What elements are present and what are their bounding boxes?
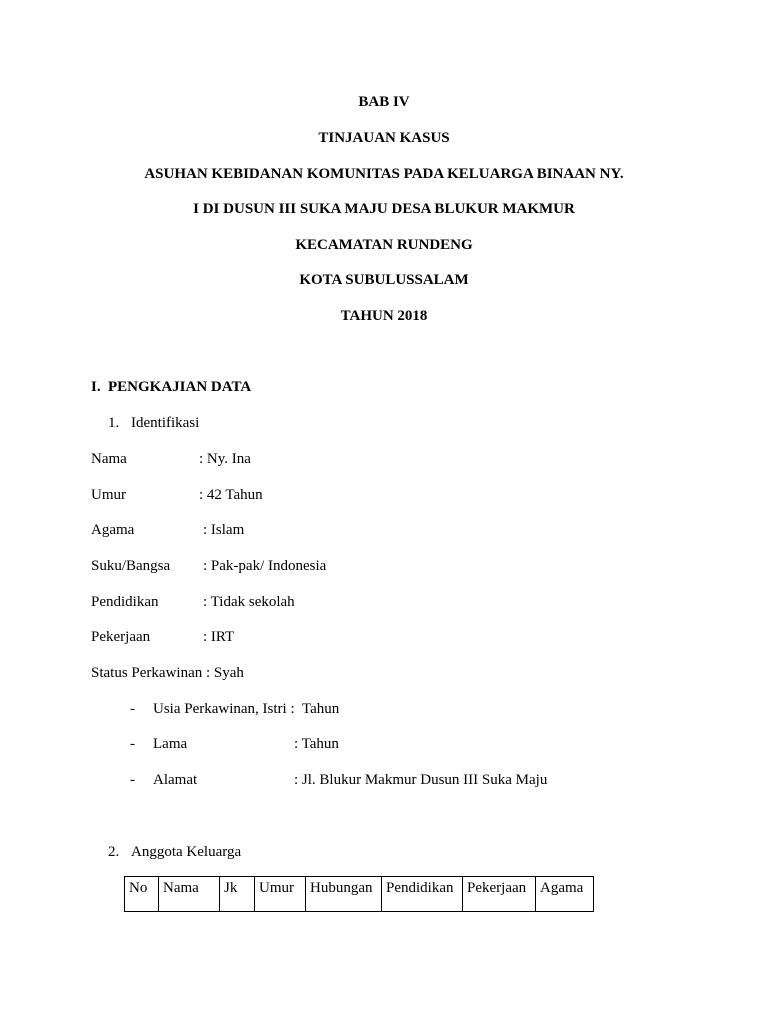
title-line-5: TAHUN 2018 [340,308,428,324]
status-perkawinan-row [91,664,244,682]
subsection-number: 1. [108,415,120,431]
field-label-status: Status Perkawinan [91,665,203,681]
section-number: I. [91,379,101,395]
title-line-3: KECAMATAN RUNDENG [295,237,473,253]
field-label-suku: Suku/Bangsa [91,558,171,574]
field-label-alamat: Alamat [153,772,198,788]
column-header-umur: Umur [255,877,306,912]
field-label-agama: Agama [91,522,135,538]
field-value-alamat: : Jl. Blukur Makmur Dusun III Suka Maju [294,772,548,788]
field-value-umur: : 42 Tahun [199,487,263,503]
family-members-table [124,876,594,912]
title-line-1: ASUHAN KEBIDANAN KOMUNITAS PADA KELUARGA BINAAN NY. [144,166,624,182]
chapter-subtitle: TINJAUAN KASUS [318,130,450,146]
column-header-pekerjaan: Pekerjaan [463,877,536,912]
bullet-usia: - [130,701,135,717]
field-label-nama: Nama [91,451,127,467]
column-header-agama: Agama [536,877,594,912]
field-label-pendidikan: Pendidikan [91,594,159,610]
field-value-pekerjaan: : IRT [203,629,235,645]
title-line-2: I DI DUSUN III SUKA MAJU DESA BLUKUR MAKMUR [193,201,575,217]
subsection-title: Identifikasi [131,415,200,431]
chapter-label: BAB IV [358,94,410,110]
field-value-nama: : Ny. Ina [199,451,251,467]
bullet-lama: - [130,736,135,752]
field-value-lama: : Tahun [294,736,339,752]
field-label-pekerjaan: Pekerjaan [91,629,151,645]
column-header-no: No [125,877,159,912]
subsection-number-2: 2. [108,844,120,860]
field-value-usia-perkawinan: Tahun [302,701,340,717]
subsection-title-2: Anggota Keluarga [131,844,242,860]
column-header-pendidikan: Pendidikan [382,877,463,912]
field-label-usia-perkawinan: Usia Perkawinan, Istri : [153,701,295,717]
title-line-4: KOTA SUBULUSSALAM [299,272,469,288]
field-value-pendidikan: : Tidak sekolah [203,594,295,610]
section-title: PENGKAJIAN DATA [108,379,252,395]
column-header-jk: Jk [220,877,255,912]
table-header-row [125,877,594,912]
field-value-status: : Syah [202,665,244,681]
field-value-agama: : Islam [203,522,245,538]
bullet-alamat: - [130,772,135,788]
column-header-nama: Nama [159,877,220,912]
field-value-suku: : Pak-pak/ Indonesia [203,558,327,574]
field-label-umur: Umur [91,487,126,503]
field-label-lama: Lama [153,736,188,752]
column-header-hubungan: Hubungan [306,877,382,912]
